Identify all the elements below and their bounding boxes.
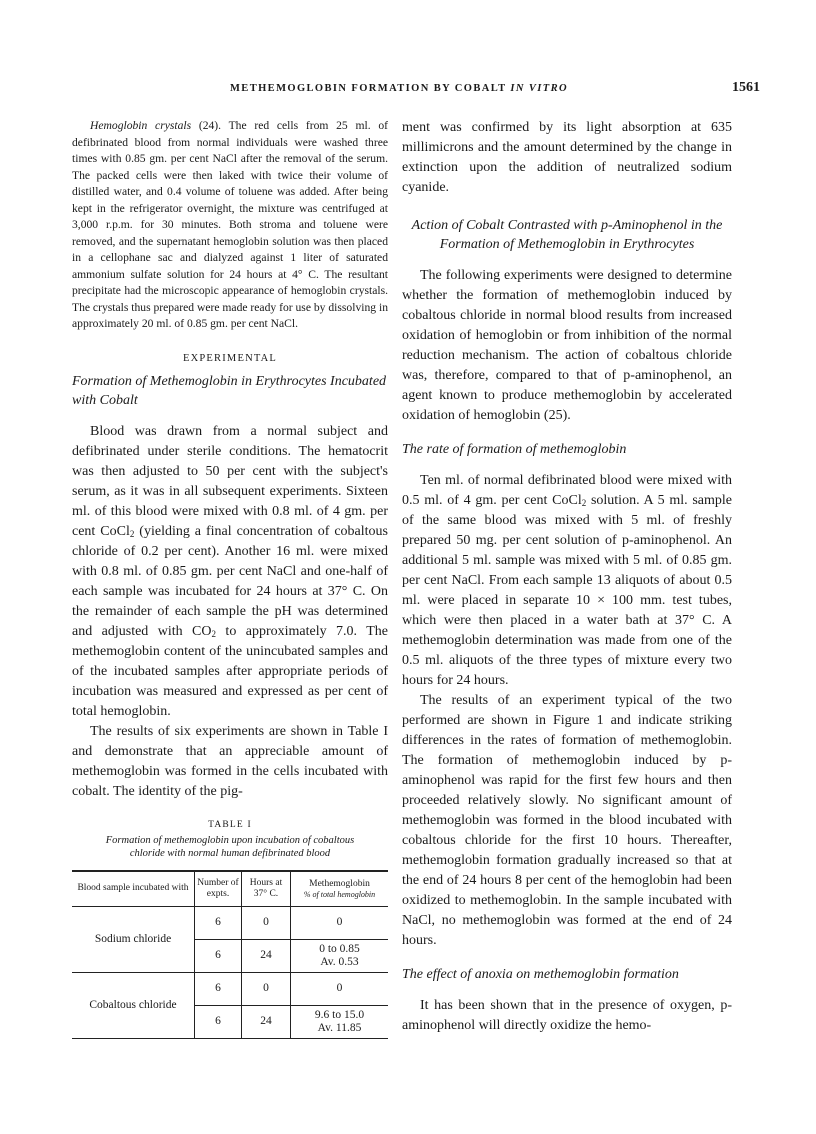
paragraph-results-typical: The results of an experiment typical of the two performed are shown in Figure 1 and indicate striking differences in the rates of formation of methemoglobin. The formation of methemoglobin induced by p-aminophenol was rapid for the first few hours and then proceeded relatively slowly. No significant amount of methemoglobin was formed in the blood incubated with cobaltous chloride for the first 10 hours. Thereafter, methemoglobin formation gradually increased so that at the end of 24 hours 8 per cent of the hemoglobin had been oxidized to methemoglobin. In the sample incubated with NaCl, no methemoglobin was formed at the end of 24 hours. [402,693,732,948]
cell-hours: 24 [242,939,291,972]
paragraph-text: to approximately 7.0. The methemoglobin content of the unincubated samples and of the incubated samples after appropriate periods of incubation was measured and expressed as per cent of total hemoglobin. [72,623,388,719]
cell-value [291,939,389,972]
cell-number: 6 [195,906,242,939]
row-label: Sodium chloride [94,932,172,945]
paragraph-oxygen: It has been shown that in the presence of oxygen, p-aminophenol will directly oxidize the hemo- [402,998,732,1033]
table-row [72,972,388,1005]
cell-average: Av. 11.85 [317,1021,362,1034]
crystals-heading: Hemoglobin crystals [90,119,192,132]
subheading-formation: Formation of Methemoglobin in Erythrocytes Incubated with Cobalt [72,373,387,408]
cell-value [291,906,389,939]
running-title-italic: IN VITRO [510,83,568,94]
running-header [60,80,760,104]
cell-average: Av. 0.53 [320,955,359,968]
cell-range: 9.6 to 15.0 [314,1008,365,1021]
subheading-anoxia: The effect of anoxia on methemoglobin formation [402,967,679,982]
paragraph-ten-ml [402,471,732,691]
cell-number: 6 [195,1005,242,1038]
cell-number: 6 [195,972,242,1005]
paragraph-text: Blood was drawn from a normal subject and defibrinated under sterile conditions. The hematocrit was then adjusted to 50 per cent with the subject's serum, as it was in all subsequent experiments. Sixteen ml. of this blood were mixed with 0.8 ml. of 4 gm. per cent CoCl [72,423,388,539]
header-methb-sub: % of total hemoglobin [303,889,376,899]
table-title: TABLE I [208,819,252,830]
page-number: 1561 [732,80,760,95]
crystals-text: (24). The red cells from 25 ml. of defibrinated blood from normal individuals were washed three times with 0.85 gm. per cent NaCl after the removal of the serum. The packed cells were then laked with twice their volume of distilled water, and 0.4 volume of toluene was added. After being kept in the refrigerator overnight, the mixture was centrifuged at 3,000 r.p.m. for 30 minutes. Both stroma and toluene were removed, and the supernatant hemoglobin solution was then placed in a cellophane sac and dialyzed against 1 liter of saturated ammonium sulfate solution for 24 hours at 4° C. The resultant precipitate had the microscopic appearance of hemoglobin crystals. The crystals thus prepared were made ready for use by dissolving in approximately 20 ml. of 0.85 gm. per cent NaCl. [72,119,388,330]
cell-number: 6 [195,939,242,972]
paragraph-results: The results of six experiments are shown in Table I and demonstrate that an appreciable amount of methemoglobin was formed in the cells incubated with cobalt. The identity of the pig- [72,723,388,799]
subscript: 2 [581,498,587,508]
paragraph-blood-drawn [72,422,388,722]
paragraph-text: Ten ml. of normal defibrinated blood were mixed with 0.5 ml. of 4 gm. per cent CoCl [402,473,732,508]
cell-range: 0 [336,982,343,994]
cell-hours: 0 [242,906,291,939]
subheading-action-cobalt: Action of Cobalt Contrasted with p-Aminophenol in the Formation of Methemoglobin in Erythrocytes [411,218,723,252]
table-row [72,906,388,939]
cell-value [291,972,389,1005]
row-label: Cobaltous chloride [72,972,195,1038]
paragraph-text: (yielding a final concentration of cobaltous chloride of 0.2 per cent). Another 16 ml. were mixed with 0.8 ml. of 0.85 gm. per cent NaCl and one-half of each sample was incubated for 24 hours at 37° C. On the remainder of each sample the pH was determined and adjusted with CO [72,523,388,639]
subscript: 2 [129,528,135,539]
header-sample: Blood sample incubated with [72,871,195,907]
left-column [72,118,388,1039]
cell-range: 0 to 0.85 [319,942,360,955]
table-caption: Formation of methemoglobin upon incubation of cobaltous chloride with normal human defibrinated blood [105,834,355,859]
cell-range: 0 [336,916,343,928]
paragraph-experiments-designed: The following experiments were designed to determine whether the formation of methemoglobin induced by cobaltous chloride in normal blood results from increased oxidation of hemoglobin or from inhibition of the normal reduction mechanism. The action of cobaltous chloride was, therefore, compared to that of p-aminophenol, an agent known to produce methemoglobin by accelerated oxidation of hemoglobin (25). [402,268,732,423]
table-header-row [72,871,388,907]
crystals-paragraph [72,118,388,333]
header-hours: Hours at 37° C. [242,871,291,907]
cell-hours: 0 [242,972,291,1005]
section-heading-experimental: EXPERIMENTAL [182,352,278,364]
subscript: 2 [211,628,216,639]
running-title [230,83,568,94]
paragraph-text: solution. A 5 ml. sample of the same blood was mixed with 5 ml. of freshly prepared 50 mg. per cent solution of p-aminophenol. An additional 5 ml. sample was mixed with 5 ml. of 0.85 gm. per cent NaCl. From each sample 13 aliquots of about 0.5 ml. were placed in separate 10 × 100 mm. test tubes, which were then placed in a water bath at 37° C. A methemoglobin determination was made from one of the 0.5 ml. aliquots of the three types of mixture every two hours for 24 hours. [402,493,732,688]
header-methemoglobin [291,871,389,907]
running-title-text: METHEMOGLOBIN FORMATION BY COBALT [230,83,511,94]
data-table [72,870,388,1039]
header-methb-label: Methemoglobin [309,878,370,889]
cell-hours: 24 [242,1005,291,1038]
right-column [402,118,732,1036]
subheading-rate-formation: The rate of formation of methemoglobin [402,442,627,457]
header-number: Number of expts. [195,871,242,907]
cell-value [291,1005,389,1038]
paragraph-continued: ment was confirmed by its light absorption at 635 millimicrons and the amount determined by the change in extinction upon the addition of neutralized sodium cyanide. [402,120,732,195]
